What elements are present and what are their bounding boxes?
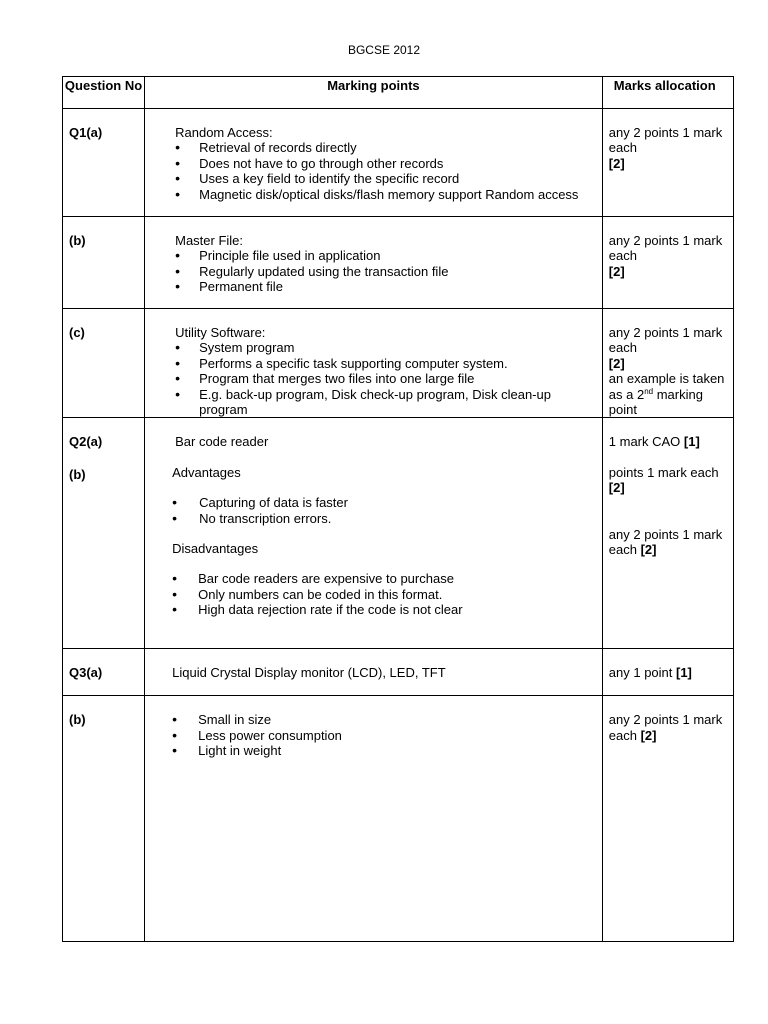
answer-heading: Utility Software: bbox=[175, 325, 266, 340]
marks-text: any 2 points 1 mark each bbox=[608, 712, 723, 743]
table-header-row bbox=[63, 77, 734, 109]
answer-heading: Master File: bbox=[175, 233, 244, 248]
marks-value: [2] bbox=[608, 263, 625, 279]
point-list bbox=[172, 712, 596, 758]
marking-points-cell bbox=[145, 696, 603, 942]
list-item: • Magnetic disk/optical disks/flash memory support Random access bbox=[175, 187, 596, 202]
question-number: (b) bbox=[63, 217, 145, 309]
marks-note-end: marking point bbox=[608, 386, 703, 418]
question-number: Q3(a) bbox=[63, 649, 145, 696]
question-sub-number: (b) bbox=[69, 466, 86, 482]
marks-note bbox=[609, 371, 729, 417]
marks-text: any 2 points 1 mark each bbox=[608, 526, 723, 558]
list-item: • Less power consumption bbox=[172, 728, 596, 743]
column-header-question: Question No bbox=[63, 77, 145, 109]
list-item: • Capturing of data is faster bbox=[172, 495, 596, 510]
marks-value: [2] bbox=[608, 480, 625, 496]
question-number: Q2(a) bbox=[69, 434, 103, 450]
table-row bbox=[63, 109, 734, 217]
marks-text: points 1 mark each bbox=[608, 464, 719, 480]
list-item: • Small in size bbox=[172, 712, 596, 727]
marks-entry bbox=[609, 712, 729, 743]
answer-heading: Random Access: bbox=[175, 125, 273, 140]
disadvantages-heading: Disadvantages bbox=[172, 541, 259, 557]
marks-cell bbox=[602, 217, 733, 309]
question-number-cell bbox=[63, 418, 145, 649]
list-item: • System program bbox=[175, 340, 596, 355]
list-item: • Uses a key field to identify the specific record bbox=[175, 171, 596, 186]
list-item: • No transcription errors. bbox=[172, 511, 596, 526]
marking-points-cell bbox=[145, 649, 603, 696]
list-item: • Program that merges two files into one large file bbox=[175, 371, 596, 386]
marks-text: 1 mark CAO bbox=[608, 434, 684, 450]
marks-value: [2] bbox=[640, 542, 657, 558]
list-item: • High data rejection rate if the code is not clear bbox=[172, 602, 596, 617]
marks-entry bbox=[609, 527, 729, 558]
point-list bbox=[175, 248, 596, 294]
marks-entry bbox=[609, 434, 729, 449]
advantages-heading: Advantages bbox=[172, 464, 241, 480]
marking-points-cell bbox=[145, 217, 603, 309]
table-row bbox=[63, 696, 734, 942]
disadvantages-list bbox=[172, 571, 596, 617]
column-header-marking-points: Marking points bbox=[145, 77, 603, 109]
marks-value: [2] bbox=[608, 355, 625, 371]
marks-cell bbox=[602, 649, 733, 696]
question-number: (c) bbox=[63, 309, 145, 418]
marks-text: any 2 points 1 mark each bbox=[608, 233, 723, 264]
marks-value: [2] bbox=[608, 155, 625, 171]
marks-text: any 1 point bbox=[608, 665, 676, 681]
list-item: • Performs a specific task supporting computer system. bbox=[175, 356, 596, 371]
list-item: • Principle file used in application bbox=[175, 248, 596, 263]
table-row bbox=[63, 418, 734, 649]
marks-value: [1] bbox=[676, 665, 692, 681]
answer-text: Liquid Crystal Display monitor (LCD), LED, TFT bbox=[172, 665, 446, 681]
point-list bbox=[175, 140, 596, 202]
list-item: • Does not have to go through other records bbox=[175, 156, 596, 171]
question-number: Q1(a) bbox=[63, 109, 145, 217]
marks-cell bbox=[602, 418, 733, 649]
answer-text: Bar code reader bbox=[175, 434, 269, 450]
marking-scheme-table bbox=[62, 76, 734, 942]
list-item: • E.g. back-up program, Disk check-up program, Disk clean-up program bbox=[175, 387, 596, 418]
marks-note-sup: nd bbox=[644, 386, 654, 396]
marks-text: any 2 points 1 mark each bbox=[608, 325, 723, 356]
table-row bbox=[63, 649, 734, 696]
marks-text: any 2 points 1 mark each bbox=[608, 125, 723, 156]
column-header-marks-allocation: Marks allocation bbox=[602, 77, 733, 109]
marks-cell bbox=[602, 109, 733, 217]
list-item: • Only numbers can be coded in this format. bbox=[172, 587, 596, 602]
list-item: • Light in weight bbox=[172, 743, 596, 758]
list-item: • Retrieval of records directly bbox=[175, 140, 596, 155]
question-number: (b) bbox=[63, 696, 145, 942]
marks-note-text: an example is taken as a 2 bbox=[608, 371, 725, 402]
advantages-list bbox=[172, 495, 596, 526]
table-row bbox=[63, 217, 734, 309]
point-list bbox=[175, 340, 596, 417]
marks-entry bbox=[609, 465, 729, 496]
marks-entry bbox=[609, 665, 729, 680]
marks-cell bbox=[602, 696, 733, 942]
marks-cell bbox=[602, 309, 733, 418]
marking-points-cell bbox=[145, 109, 603, 217]
marking-points-cell bbox=[145, 418, 603, 649]
marks-value: [2] bbox=[640, 727, 657, 743]
marking-points-cell bbox=[145, 309, 603, 418]
list-item: • Regularly updated using the transaction file bbox=[175, 264, 596, 279]
list-item: • Bar code readers are expensive to purchase bbox=[172, 571, 596, 586]
table-row bbox=[63, 309, 734, 418]
list-item: • Permanent file bbox=[175, 279, 596, 294]
marks-value: [1] bbox=[683, 434, 700, 450]
page-header: BGCSE 2012 bbox=[347, 43, 421, 57]
